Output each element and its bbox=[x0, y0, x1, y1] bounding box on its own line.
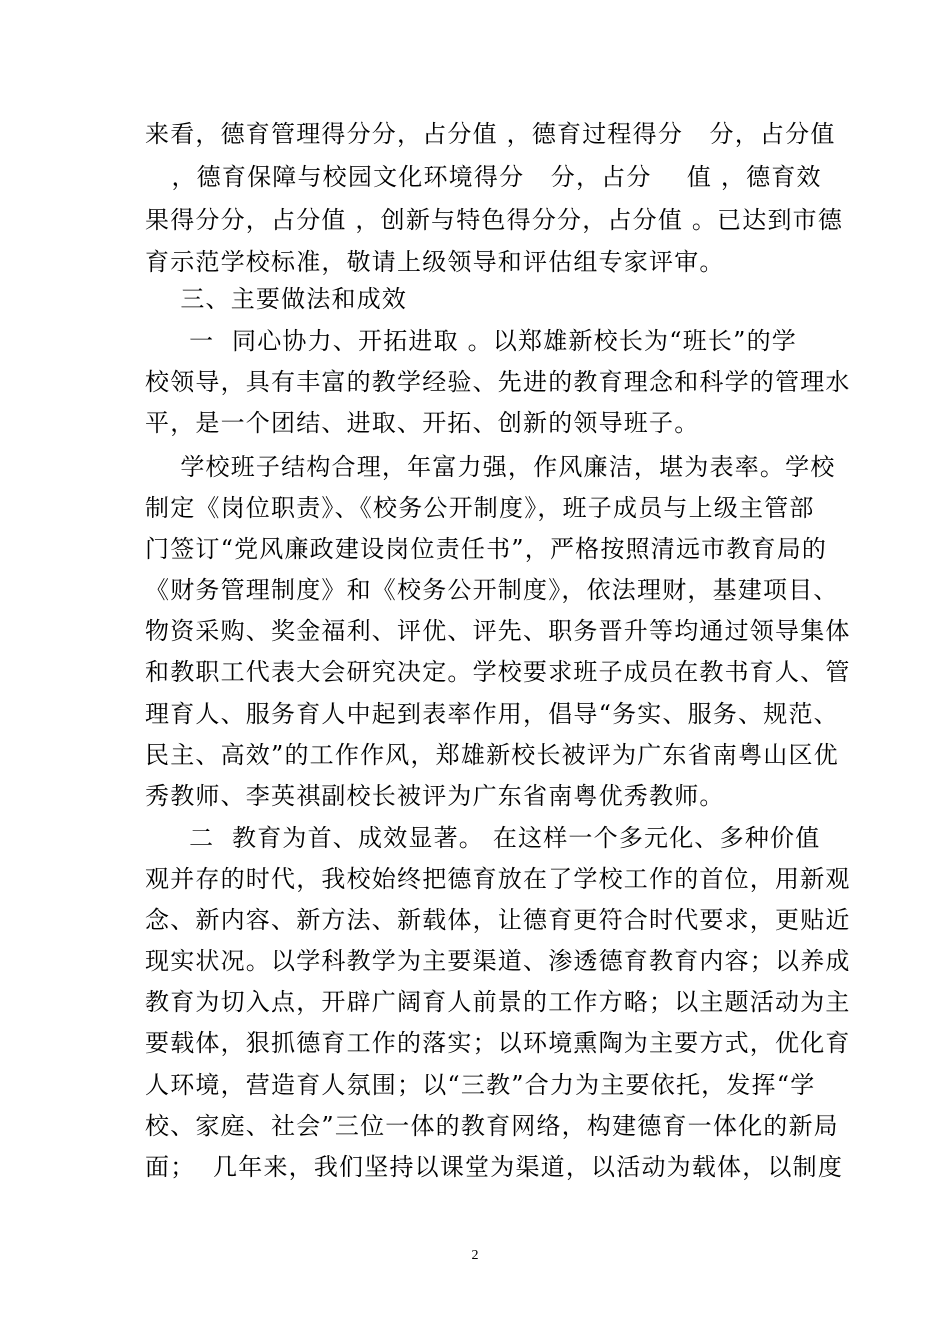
text-line: 面； 几年来，我们坚持以课堂为渠道，以活动为载体，以制度 bbox=[145, 1153, 844, 1181]
text-line: 教育为切入点，开辟广阔育人前景的工作方略；以主题活动为主 bbox=[145, 988, 851, 1016]
text-line: 观并存的时代，我校始终把德育放在了学校工作的首位，用新观 bbox=[145, 865, 851, 893]
page-number: 2 bbox=[471, 1248, 479, 1263]
subsection-heading: 一 同心协力、开拓进取 。以郑雄新校长为“班长”的学 bbox=[145, 327, 797, 355]
text-line: 《财务管理制度》和《校务公开制度》，依法理财，基建项目、 bbox=[145, 576, 839, 604]
text-line: 理育人、服务育人中起到表率作用，倡导“务实、服务、规范、 bbox=[145, 700, 839, 728]
text-line: 和教职工代表大会研究决定。学校要求班子成员在教书育人、管 bbox=[145, 658, 851, 686]
text-line: 制定《岗位职责》、《校务公开制度》，班子成员与上级主管部 bbox=[145, 494, 815, 522]
text-line: 物资采购、奖金福利、评优、评先、职务晋升等均通过领导集体 bbox=[145, 617, 851, 645]
text-line: ，德育保障与校园文化环境得分 分，占分 值 ，德育效 bbox=[145, 163, 822, 191]
text-line: 秀教师、李英祺副校长被评为广东省南粤优秀教师。 bbox=[145, 782, 725, 810]
text-line: 来看，德育管理得分分，占分值 ，德育过程得分 分，占分值 bbox=[145, 120, 836, 148]
text-line: 果得分分，占分值 ，创新与特色得分分，占分值 。已达到市德 bbox=[145, 206, 844, 234]
text-line: 要载体，狠抓德育工作的落实；以环境熏陶为主要方式，优化育 bbox=[145, 1029, 851, 1057]
text-line: 育示范学校标准，敬请上级领导和评估组专家评审。 bbox=[145, 248, 725, 276]
text-line: 念、新内容、新方法、新载体，让德育更符合时代要求，更贴近 bbox=[145, 906, 851, 934]
text-line: 民主、高效”的工作作风，郑雄新校长被评为广东省南粤山区优 bbox=[145, 741, 839, 769]
text-line: 人环境，营造育人氛围；以“三教”合力为主要依托，发挥“学 bbox=[145, 1071, 816, 1099]
text-line: 门签订“党风廉政建设岗位责任书”，严格按照清远市教育局的 bbox=[145, 535, 828, 563]
subsection-heading: 二 教育为首、成效显著。 在这样一个多元化、多种价值 bbox=[145, 824, 821, 852]
text-line: 校、家庭、社会”三位一体的教育网络，构建德育一体化的新局 bbox=[145, 1112, 839, 1140]
section-heading: 三、主要做法和成效 bbox=[145, 285, 408, 313]
text-line: 校领导，具有丰富的教学经验、先进的教育理念和科学的管理水 bbox=[145, 368, 851, 396]
text-line: 现实状况。以学科教学为主要渠道、渗透德育教育内容；以养成 bbox=[145, 947, 851, 975]
text-line: 平，是一个团结、进取、开拓、创新的领导班子。 bbox=[145, 409, 700, 437]
text-line: 学校班子结构合理，年富力强，作风廉洁，堪为表率。学校 bbox=[145, 453, 836, 481]
